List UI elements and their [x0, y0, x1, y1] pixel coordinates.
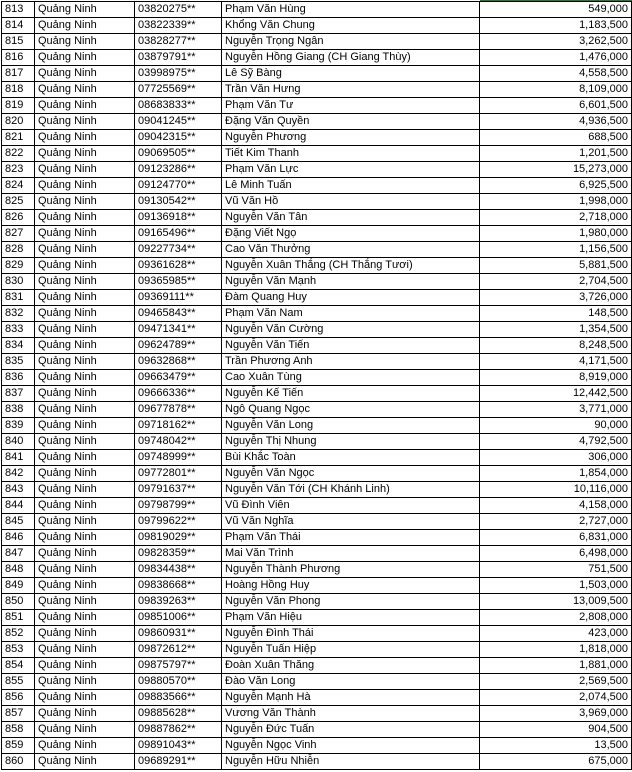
table-row	[2, 546, 632, 562]
province-cell[interactable]: Quảng Ninh	[35, 34, 135, 50]
amount-cell[interactable]: 5,881,500	[480, 258, 632, 274]
row-number-cell[interactable]: 827	[2, 226, 35, 242]
province-cell[interactable]: Quảng Ninh	[35, 162, 135, 178]
customer-name-cell[interactable]: Lê Sỹ Bàng	[222, 66, 480, 82]
province-cell[interactable]: Quảng Ninh	[35, 258, 135, 274]
customer-name-cell[interactable]: Nguyễn Văn Tới (CH Khánh Linh)	[222, 482, 480, 498]
phone-cell[interactable]: 09632868**	[135, 354, 222, 370]
amount-cell[interactable]: 4,792,500	[480, 434, 632, 450]
customer-name-cell[interactable]: Nguyễn Trọng Ngân	[222, 34, 480, 50]
table-row	[2, 146, 632, 162]
amount-cell[interactable]: 2,074,500	[480, 690, 632, 706]
customer-name-cell[interactable]: Đào Văn Long	[222, 674, 480, 690]
table-row	[2, 162, 632, 178]
amount-cell[interactable]: 3,771,000	[480, 402, 632, 418]
customer-name-cell[interactable]: Cao Xuân Tùng	[222, 370, 480, 386]
phone-cell[interactable]: 03822339**	[135, 18, 222, 34]
customer-name-cell[interactable]: Vũ Văn Hồ	[222, 194, 480, 210]
phone-cell[interactable]: 09799622**	[135, 514, 222, 530]
row-number-cell[interactable]: 851	[2, 610, 35, 626]
data-table	[1, 1, 632, 770]
amount-cell[interactable]: 15,273,000	[480, 162, 632, 178]
row-number-cell[interactable]: 846	[2, 530, 35, 546]
amount-cell[interactable]: 1,156,500	[480, 242, 632, 258]
table-row	[2, 82, 632, 98]
customer-name-cell[interactable]: Nguyễn Mạnh Hà	[222, 690, 480, 706]
table-row	[2, 642, 632, 658]
table-row	[2, 290, 632, 306]
customer-name-cell[interactable]: Cao Văn Thưởng	[222, 242, 480, 258]
table-row	[2, 674, 632, 690]
province-cell[interactable]: Quảng Ninh	[35, 450, 135, 466]
row-number-cell[interactable]: 819	[2, 98, 35, 114]
province-cell[interactable]: Quảng Ninh	[35, 274, 135, 290]
phone-cell[interactable]: 09041245**	[135, 114, 222, 130]
phone-cell[interactable]: 09891043**	[135, 738, 222, 754]
row-number-cell[interactable]: 833	[2, 322, 35, 338]
customer-name-cell[interactable]: Phạm Văn Lực	[222, 162, 480, 178]
customer-name-cell[interactable]: Nguyễn Xuân Thắng (CH Thắng Tươi)	[222, 258, 480, 274]
row-number-cell[interactable]: 822	[2, 146, 35, 162]
customer-name-cell[interactable]: Mai Văn Trình	[222, 546, 480, 562]
province-cell[interactable]: Quảng Ninh	[35, 498, 135, 514]
table-row	[2, 66, 632, 82]
province-cell[interactable]: Quảng Ninh	[35, 738, 135, 754]
province-cell[interactable]: Quảng Ninh	[35, 322, 135, 338]
province-cell[interactable]: Quảng Ninh	[35, 514, 135, 530]
phone-cell[interactable]: 03879791**	[135, 50, 222, 66]
table-row	[2, 274, 632, 290]
amount-cell[interactable]: 6,925,500	[480, 178, 632, 194]
row-number-cell[interactable]: 840	[2, 434, 35, 450]
phone-cell[interactable]: 09227734**	[135, 242, 222, 258]
phone-cell[interactable]: 09860931**	[135, 626, 222, 642]
table-row	[2, 370, 632, 386]
customer-name-cell[interactable]: Lê Minh Tuấn	[222, 178, 480, 194]
province-cell[interactable]: Quảng Ninh	[35, 290, 135, 306]
amount-cell[interactable]: 6,498,000	[480, 546, 632, 562]
table-row	[2, 498, 632, 514]
amount-cell[interactable]: 4,558,500	[480, 66, 632, 82]
province-cell[interactable]: Quảng Ninh	[35, 226, 135, 242]
province-cell[interactable]: Quảng Ninh	[35, 306, 135, 322]
amount-cell[interactable]: 148,500	[480, 306, 632, 322]
phone-cell[interactable]: 08683833**	[135, 98, 222, 114]
province-cell[interactable]: Quảng Ninh	[35, 2, 135, 18]
customer-name-cell[interactable]: Nguyễn Văn Tân	[222, 210, 480, 226]
phone-cell[interactable]: 09748042**	[135, 434, 222, 450]
phone-cell[interactable]: 07725569**	[135, 82, 222, 98]
province-cell[interactable]: Quảng Ninh	[35, 466, 135, 482]
table-row	[2, 178, 632, 194]
row-number-cell[interactable]: 860	[2, 754, 35, 770]
phone-cell[interactable]: 09123286**	[135, 162, 222, 178]
amount-cell[interactable]: 13,500	[480, 738, 632, 754]
table-row	[2, 450, 632, 466]
table-row	[2, 594, 632, 610]
row-number-cell[interactable]: 856	[2, 690, 35, 706]
amount-cell[interactable]: 904,500	[480, 722, 632, 738]
table-row	[2, 130, 632, 146]
amount-cell[interactable]: 8,248,500	[480, 338, 632, 354]
customer-name-cell[interactable]: Nguyễn Văn Tiến	[222, 338, 480, 354]
phone-cell[interactable]: 09875797**	[135, 658, 222, 674]
row-number-cell[interactable]: 817	[2, 66, 35, 82]
amount-cell[interactable]: 2,718,000	[480, 210, 632, 226]
customer-name-cell[interactable]: Đoàn Xuân Thăng	[222, 658, 480, 674]
row-number-cell[interactable]: 825	[2, 194, 35, 210]
row-number-cell[interactable]: 814	[2, 18, 35, 34]
row-number-cell[interactable]: 838	[2, 402, 35, 418]
phone-cell[interactable]: 03998975**	[135, 66, 222, 82]
province-cell[interactable]: Quảng Ninh	[35, 82, 135, 98]
table-row	[2, 610, 632, 626]
province-cell[interactable]: Quảng Ninh	[35, 98, 135, 114]
amount-cell[interactable]: 306,000	[480, 450, 632, 466]
customer-name-cell[interactable]: Đàm Quang Huy	[222, 290, 480, 306]
customer-name-cell[interactable]: Nguyễn Phương	[222, 130, 480, 146]
row-number-cell[interactable]: 853	[2, 642, 35, 658]
table-row	[2, 210, 632, 226]
amount-cell[interactable]: 1,818,000	[480, 642, 632, 658]
customer-name-cell[interactable]: Phạm Văn Hùng	[222, 2, 480, 18]
table-row	[2, 50, 632, 66]
table-row	[2, 514, 632, 530]
amount-cell[interactable]: 1,183,500	[480, 18, 632, 34]
table-row	[2, 482, 632, 498]
customer-name-cell[interactable]: Nguyễn Văn Ngọc	[222, 466, 480, 482]
row-number-cell[interactable]: 843	[2, 482, 35, 498]
amount-cell[interactable]: 2,569,500	[480, 674, 632, 690]
phone-cell[interactable]: 09069505**	[135, 146, 222, 162]
phone-cell[interactable]: 09851006**	[135, 610, 222, 626]
amount-cell[interactable]: 1,503,000	[480, 578, 632, 594]
amount-cell[interactable]: 1,201,500	[480, 146, 632, 162]
row-number-cell[interactable]: 828	[2, 242, 35, 258]
province-cell[interactable]: Quảng Ninh	[35, 690, 135, 706]
customer-name-cell[interactable]: Nguyễn Văn Phong	[222, 594, 480, 610]
customer-name-cell[interactable]: Bùi Khắc Toàn	[222, 450, 480, 466]
province-cell[interactable]: Quảng Ninh	[35, 242, 135, 258]
phone-cell[interactable]: 09624789**	[135, 338, 222, 354]
customer-name-cell[interactable]: Đặng Viết Ngọ	[222, 226, 480, 242]
customer-name-cell[interactable]: Phạm Văn Tư	[222, 98, 480, 114]
phone-cell[interactable]: 09465843**	[135, 306, 222, 322]
customer-name-cell[interactable]: Nguyễn Văn Long	[222, 418, 480, 434]
province-cell[interactable]: Quảng Ninh	[35, 418, 135, 434]
row-number-cell[interactable]: 823	[2, 162, 35, 178]
amount-cell[interactable]: 4,171,500	[480, 354, 632, 370]
province-cell[interactable]: Quảng Ninh	[35, 626, 135, 642]
table-row	[2, 738, 632, 754]
amount-cell[interactable]: 423,000	[480, 626, 632, 642]
phone-cell[interactable]: 09880570**	[135, 674, 222, 690]
table-row	[2, 706, 632, 722]
province-cell[interactable]: Quảng Ninh	[35, 610, 135, 626]
phone-cell[interactable]: 09718162**	[135, 418, 222, 434]
row-number-cell[interactable]: 830	[2, 274, 35, 290]
phone-cell[interactable]: 09834438**	[135, 562, 222, 578]
province-cell[interactable]: Quảng Ninh	[35, 114, 135, 130]
row-number-cell[interactable]: 815	[2, 34, 35, 50]
phone-cell[interactable]: 09689291**	[135, 754, 222, 770]
table-row	[2, 306, 632, 322]
customer-name-cell[interactable]: Trần Văn Hưng	[222, 82, 480, 98]
row-number-cell[interactable]: 835	[2, 354, 35, 370]
province-cell[interactable]: Quảng Ninh	[35, 482, 135, 498]
row-number-cell[interactable]: 826	[2, 210, 35, 226]
amount-cell[interactable]: 6,831,000	[480, 530, 632, 546]
table-row	[2, 722, 632, 738]
table-row	[2, 194, 632, 210]
phone-cell[interactable]: 09042315**	[135, 130, 222, 146]
customer-name-cell[interactable]: Nguyễn Thành Phương	[222, 562, 480, 578]
row-number-cell[interactable]: 839	[2, 418, 35, 434]
phone-cell[interactable]: 09838668**	[135, 578, 222, 594]
phone-cell[interactable]: 09365985**	[135, 274, 222, 290]
amount-cell[interactable]: 8,109,000	[480, 82, 632, 98]
amount-cell[interactable]: 4,158,000	[480, 498, 632, 514]
amount-cell[interactable]: 10,116,000	[480, 482, 632, 498]
row-number-cell[interactable]: 845	[2, 514, 35, 530]
province-cell[interactable]: Quảng Ninh	[35, 146, 135, 162]
phone-cell[interactable]: 09663479**	[135, 370, 222, 386]
table-row	[2, 34, 632, 50]
province-cell[interactable]: Quảng Ninh	[35, 562, 135, 578]
province-cell[interactable]: Quảng Ninh	[35, 754, 135, 770]
province-cell[interactable]: Quảng Ninh	[35, 674, 135, 690]
amount-cell[interactable]: 3,262,500	[480, 34, 632, 50]
amount-cell[interactable]: 1,998,000	[480, 194, 632, 210]
province-cell[interactable]: Quảng Ninh	[35, 194, 135, 210]
row-number-cell[interactable]: 829	[2, 258, 35, 274]
table-row	[2, 466, 632, 482]
phone-cell[interactable]: 09369111**	[135, 290, 222, 306]
phone-cell[interactable]: 09791637**	[135, 482, 222, 498]
row-number-cell[interactable]: 821	[2, 130, 35, 146]
phone-cell[interactable]: 09130542**	[135, 194, 222, 210]
table-row	[2, 754, 632, 770]
row-number-cell[interactable]: 857	[2, 706, 35, 722]
row-number-cell[interactable]: 849	[2, 578, 35, 594]
customer-name-cell[interactable]: Nguyễn Tuấn Hiệp	[222, 642, 480, 658]
amount-cell[interactable]: 8,919,000	[480, 370, 632, 386]
customer-name-cell[interactable]: Nguyễn Đình Thái	[222, 626, 480, 642]
customer-name-cell[interactable]: Nguyễn Ngọc Vinh	[222, 738, 480, 754]
phone-cell[interactable]: 09666336**	[135, 386, 222, 402]
row-number-cell[interactable]: 858	[2, 722, 35, 738]
amount-cell[interactable]: 12,442,500	[480, 386, 632, 402]
table-row	[2, 354, 632, 370]
customer-name-cell[interactable]: Nguyễn Văn Mạnh	[222, 274, 480, 290]
table-row	[2, 338, 632, 354]
phone-cell[interactable]: 09883566**	[135, 690, 222, 706]
province-cell[interactable]: Quảng Ninh	[35, 18, 135, 34]
amount-cell[interactable]: 549,000	[480, 2, 632, 18]
customer-name-cell[interactable]: Vũ Đình Viên	[222, 498, 480, 514]
phone-cell[interactable]: 09828359**	[135, 546, 222, 562]
row-number-cell[interactable]: 848	[2, 562, 35, 578]
amount-cell[interactable]: 688,500	[480, 130, 632, 146]
customer-name-cell[interactable]: Nguyễn Văn Cường	[222, 322, 480, 338]
phone-cell[interactable]: 09124770**	[135, 178, 222, 194]
table-row	[2, 226, 632, 242]
customer-name-cell[interactable]: Tiết Kim Thanh	[222, 146, 480, 162]
phone-cell[interactable]: 03820275**	[135, 2, 222, 18]
table-row	[2, 98, 632, 114]
customer-name-cell[interactable]: Đặng Văn Quyền	[222, 114, 480, 130]
province-cell[interactable]: Quảng Ninh	[35, 66, 135, 82]
amount-cell[interactable]: 1,881,000	[480, 658, 632, 674]
row-number-cell[interactable]: 820	[2, 114, 35, 130]
table-row	[2, 322, 632, 338]
amount-cell[interactable]: 2,808,000	[480, 610, 632, 626]
customer-name-cell[interactable]: Nguyễn Hồng Giang (CH Giang Thùy)	[222, 50, 480, 66]
row-number-cell[interactable]: 842	[2, 466, 35, 482]
province-cell[interactable]: Quảng Ninh	[35, 642, 135, 658]
table-row	[2, 2, 632, 18]
customer-name-cell[interactable]: Nguyễn Đức Tuấn	[222, 722, 480, 738]
row-number-cell[interactable]: 844	[2, 498, 35, 514]
table-row	[2, 626, 632, 642]
row-number-cell[interactable]: 847	[2, 546, 35, 562]
phone-cell[interactable]: 09136918**	[135, 210, 222, 226]
phone-cell[interactable]: 09798799**	[135, 498, 222, 514]
phone-cell[interactable]: 09361628**	[135, 258, 222, 274]
phone-cell[interactable]: 09165496**	[135, 226, 222, 242]
row-number-cell[interactable]: 831	[2, 290, 35, 306]
phone-cell[interactable]: 09885628**	[135, 706, 222, 722]
amount-cell[interactable]: 2,727,000	[480, 514, 632, 530]
phone-cell[interactable]: 09677878**	[135, 402, 222, 418]
row-number-cell[interactable]: 837	[2, 386, 35, 402]
row-number-cell[interactable]: 854	[2, 658, 35, 674]
phone-cell[interactable]: 09839263**	[135, 594, 222, 610]
customer-name-cell[interactable]: Phạm Văn Hiệu	[222, 610, 480, 626]
table-row	[2, 562, 632, 578]
amount-cell[interactable]: 1,854,000	[480, 466, 632, 482]
amount-cell[interactable]: 1,476,000	[480, 50, 632, 66]
phone-cell[interactable]: 09772801**	[135, 466, 222, 482]
table-row	[2, 530, 632, 546]
amount-cell[interactable]: 751,500	[480, 562, 632, 578]
phone-cell[interactable]: 09471341**	[135, 322, 222, 338]
amount-cell[interactable]: 3,969,000	[480, 706, 632, 722]
amount-cell[interactable]: 90,000	[480, 418, 632, 434]
row-number-cell[interactable]: 852	[2, 626, 35, 642]
amount-cell[interactable]: 4,936,500	[480, 114, 632, 130]
table-row	[2, 434, 632, 450]
customer-name-cell[interactable]: Nguyễn Hữu Nhiễn	[222, 754, 480, 770]
table-row	[2, 402, 632, 418]
table-row	[2, 578, 632, 594]
table-row	[2, 114, 632, 130]
amount-cell[interactable]: 13,009,500	[480, 594, 632, 610]
province-cell[interactable]: Quảng Ninh	[35, 402, 135, 418]
province-cell[interactable]: Quảng Ninh	[35, 706, 135, 722]
province-cell[interactable]: Quảng Ninh	[35, 354, 135, 370]
province-cell[interactable]: Quảng Ninh	[35, 178, 135, 194]
row-number-cell[interactable]: 841	[2, 450, 35, 466]
amount-cell[interactable]: 6,601,500	[480, 98, 632, 114]
table-row	[2, 690, 632, 706]
row-number-cell[interactable]: 816	[2, 50, 35, 66]
amount-cell[interactable]: 1,980,000	[480, 226, 632, 242]
phone-cell[interactable]: 09887862**	[135, 722, 222, 738]
table-row	[2, 658, 632, 674]
province-cell[interactable]: Quảng Ninh	[35, 50, 135, 66]
customer-name-cell[interactable]: Ngô Quang Ngọc	[222, 402, 480, 418]
row-number-cell[interactable]: 834	[2, 338, 35, 354]
phone-cell[interactable]: 03828277**	[135, 34, 222, 50]
customer-name-cell[interactable]: Nguyễn Thị Nhung	[222, 434, 480, 450]
row-number-cell[interactable]: 824	[2, 178, 35, 194]
row-number-cell[interactable]: 832	[2, 306, 35, 322]
province-cell[interactable]: Quảng Ninh	[35, 722, 135, 738]
customer-name-cell[interactable]: Trần Phương Anh	[222, 354, 480, 370]
table-row	[2, 258, 632, 274]
amount-cell[interactable]: 1,354,500	[480, 322, 632, 338]
customer-name-cell[interactable]: Nguyễn Kế Tiến	[222, 386, 480, 402]
row-number-cell[interactable]: 850	[2, 594, 35, 610]
row-number-cell[interactable]: 855	[2, 674, 35, 690]
customer-name-cell[interactable]: Phạm Văn Nam	[222, 306, 480, 322]
customer-name-cell[interactable]: Hoàng Hồng Huy	[222, 578, 480, 594]
province-cell[interactable]: Quảng Ninh	[35, 370, 135, 386]
province-cell[interactable]: Quảng Ninh	[35, 578, 135, 594]
row-number-cell[interactable]: 813	[2, 2, 35, 18]
amount-cell[interactable]: 3,726,000	[480, 290, 632, 306]
amount-cell[interactable]: 675,000	[480, 754, 632, 770]
province-cell[interactable]: Quảng Ninh	[35, 210, 135, 226]
table-row	[2, 386, 632, 402]
phone-cell[interactable]: 09819029**	[135, 530, 222, 546]
province-cell[interactable]: Quảng Ninh	[35, 386, 135, 402]
table-row	[2, 418, 632, 434]
customer-name-cell[interactable]: Vương Văn Thành	[222, 706, 480, 722]
customer-name-cell[interactable]: Vũ Văn Nghĩa	[222, 514, 480, 530]
province-cell[interactable]: Quảng Ninh	[35, 338, 135, 354]
phone-cell[interactable]: 09872612**	[135, 642, 222, 658]
row-number-cell[interactable]: 836	[2, 370, 35, 386]
province-cell[interactable]: Quảng Ninh	[35, 130, 135, 146]
table-row	[2, 242, 632, 258]
phone-cell[interactable]: 09748999**	[135, 450, 222, 466]
amount-cell[interactable]: 2,704,500	[480, 274, 632, 290]
province-cell[interactable]: Quảng Ninh	[35, 530, 135, 546]
customer-name-cell[interactable]: Khổng Văn Chung	[222, 18, 480, 34]
province-cell[interactable]: Quảng Ninh	[35, 546, 135, 562]
province-cell[interactable]: Quảng Ninh	[35, 594, 135, 610]
table-body	[2, 2, 632, 770]
row-number-cell[interactable]: 818	[2, 82, 35, 98]
row-number-cell[interactable]: 859	[2, 738, 35, 754]
customer-name-cell[interactable]: Phạm Văn Thái	[222, 530, 480, 546]
province-cell[interactable]: Quảng Ninh	[35, 434, 135, 450]
province-cell[interactable]: Quảng Ninh	[35, 658, 135, 674]
table-row	[2, 18, 632, 34]
